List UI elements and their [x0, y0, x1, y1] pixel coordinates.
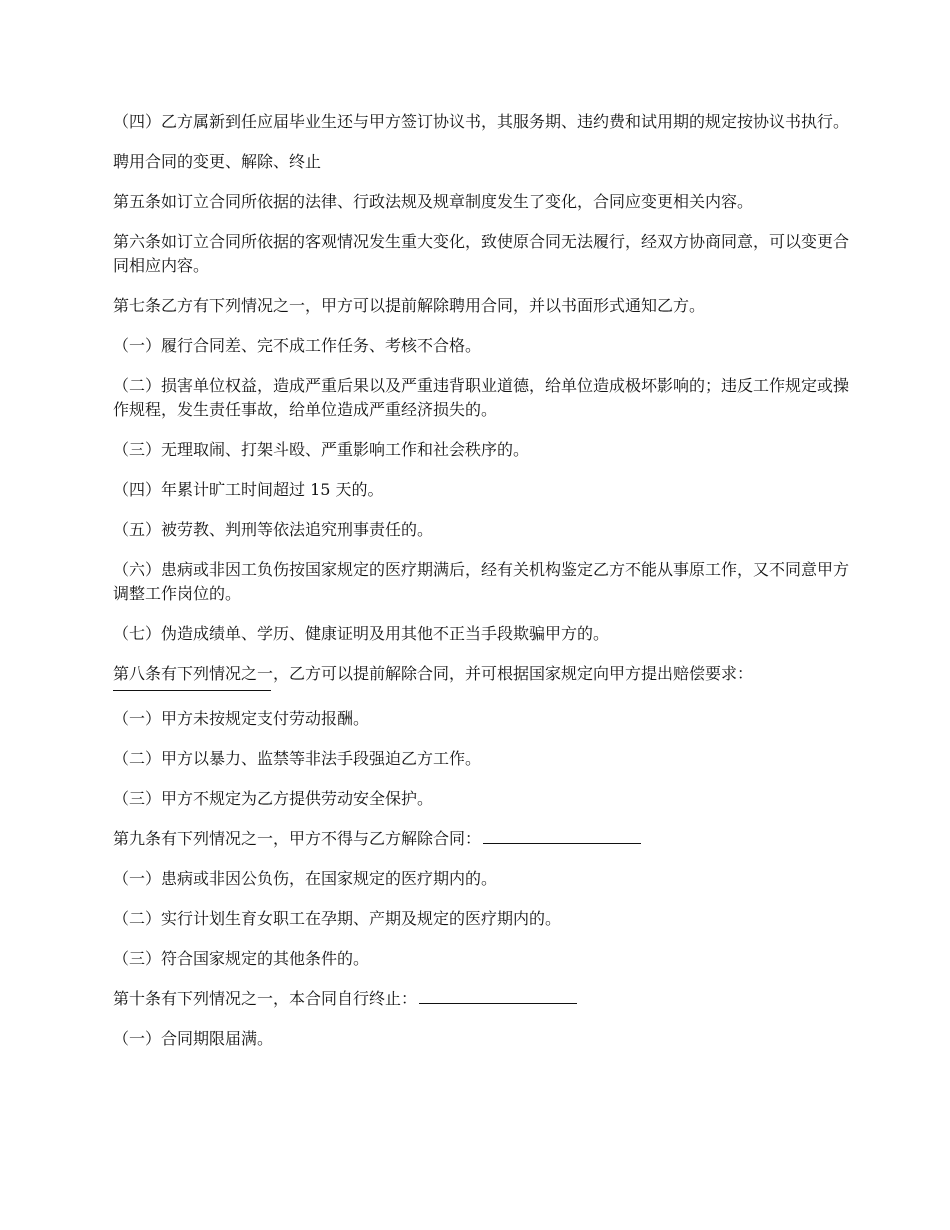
article-5: 第五条如订立合同所依据的法律、行政法规及规章制度发生了变化，合同应变更相关内容。	[113, 192, 754, 211]
article-10-block	[113, 987, 853, 1011]
article-7-item-5: （五）被劳教、判刑等依法追究刑事责任的。	[113, 520, 434, 539]
article-7-item-2: （二）损害单位权益，造成严重后果以及严重违背职业道德，给单位造成极坏影响的；违反工作规定或操作规程，发生责任事故，给单位造成严重经济损失的。	[113, 376, 850, 419]
article-6: 第六条如订立合同所依据的客观情况发生重大变化，致使原合同无法履行，经双方协商同意，可以变更合同相应内容。	[113, 232, 850, 275]
article-9-block	[113, 827, 853, 851]
article-7-item-7: （七）伪造成绩单、学历、健康证明及用其他不正当手段欺骗甲方的。	[113, 624, 610, 643]
fill-in-blank-line	[483, 842, 641, 844]
article-10: 第十条有下列情况之一，本合同自行终止：	[113, 989, 418, 1008]
article-9: 第九条有下列情况之一，甲方不得与乙方解除合同：	[113, 829, 482, 848]
article-7-item-6: （六）患病或非因工负伤按国家规定的医疗期满后，经有关机构鉴定乙方不能从事原工作，又不同意甲方调整工作岗位的。	[113, 560, 850, 603]
article-8: 第八条有下列情况之一，乙方可以提前解除合同，并可根据国家规定向甲方提出赔偿要求：	[113, 664, 754, 683]
article-9-item-3: （三）符合国家规定的其他条件的。	[113, 949, 370, 968]
article-10-item-1: （一）合同期限届满。	[113, 1029, 274, 1048]
document-page	[113, 110, 853, 1067]
article-7-item-3: （三）无理取闹、打架斗殴、严重影响工作和社会秩序的。	[113, 440, 530, 459]
paragraph-graduate-agreement: （四）乙方属新到任应届毕业生还与甲方签订协议书，其服务期、违约费和试用期的规定按协议书执行。	[113, 112, 850, 131]
article-7-item-4: （四）年累计旷工时间超过 15 天的。	[113, 480, 384, 499]
section-heading-change-termination: 聘用合同的变更、解除、终止	[113, 152, 322, 171]
fill-in-blank-line	[113, 690, 271, 691]
article-9-item-1: （一）患病或非因公负伤，在国家规定的医疗期内的。	[113, 869, 498, 888]
article-8-item-1: （一）甲方未按规定支付劳动报酬。	[113, 709, 370, 728]
article-8-item-2: （二）甲方以暴力、监禁等非法手段强迫乙方工作。	[113, 749, 482, 768]
article-9-item-2: （二）实行计划生育女职工在孕期、产期及规定的医疗期内的。	[113, 909, 562, 928]
article-7: 第七条乙方有下列情况之一，甲方可以提前解除聘用合同，并以书面形式通知乙方。	[113, 296, 706, 315]
article-8-block	[113, 662, 853, 691]
fill-in-blank-line	[419, 1002, 577, 1004]
article-8-item-3: （三）甲方不规定为乙方提供劳动安全保护。	[113, 789, 434, 808]
article-7-item-1: （一）履行合同差、完不成工作任务、考核不合格。	[113, 336, 482, 355]
